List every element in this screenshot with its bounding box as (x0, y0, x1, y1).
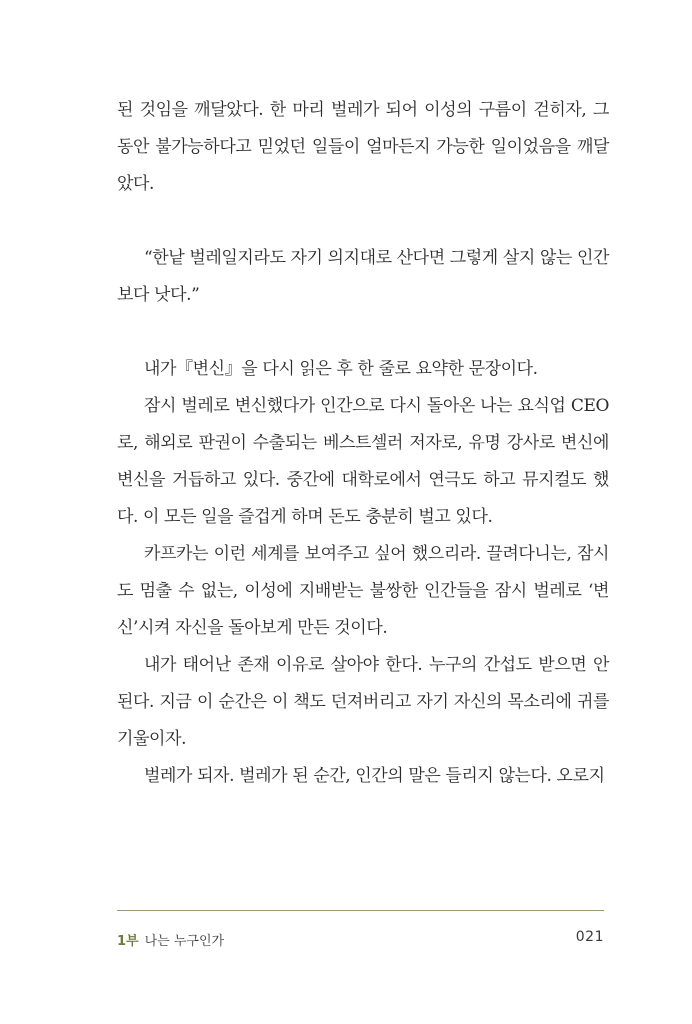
paragraph-6: 내가 태어난 존재 이유로 살아야 한다. 누구의 간섭도 받으면 안된다. 지금 이 순간은 이 책도 던져버리고 자기 자신의 목소리에 귀를 기울이자. (117, 655, 609, 749)
paragraph-3: 내가『변신』을 다시 읽은 후 한 줄로 요약한 문장이다. (144, 359, 538, 379)
chapter-title: 나는 누구인가 (144, 934, 225, 949)
running-footer (117, 930, 224, 949)
quote-paragraph: “한낱 벌레일지라도 자기 의지대로 산다면 그렇게 살지 않는 인간보다 낫다.” (117, 248, 609, 305)
page-number: 021 (575, 929, 604, 945)
paragraph-5: 카프카는 이런 세계를 보여주고 싶어 했으리라. 끌려다니는, 잠시도 멈출 수 없는, 이성에 지배받는 불쌍한 인간들을 잠시 벌레로 ‘변신’시켜 자신을 돌아보게 만든 것이다. (117, 544, 609, 638)
paragraph-1: 된 것임을 깨달았다. 한 마리 벌레가 되어 이성의 구름이 걷히자, 그 동안 불가능하다고 믿었던 일들이 얼마든지 가능한 일이었음을 깨달았다. (117, 100, 609, 194)
body-text (117, 92, 609, 795)
paragraph-7: 벌레가 되자. 벌레가 된 순간, 인간의 말은 들리지 않는다. 오로지 (144, 766, 605, 786)
paragraph-gap (117, 314, 609, 351)
paragraph-4: 잠시 벌레로 변신했다가 인간으로 다시 돌아온 나는 요식업 CEO로, 해외로 판권이 수출되는 베스트셀러 저자로, 유명 강사로 변신에 변신을 거듭하고 있다. 중간에 대학로에서 연극도 하고 뮤지컬도 했다. 이 모든 일을 즐겁게 하며 돈도 충분히 벌고 있다. (117, 396, 609, 527)
paragraph-gap (117, 203, 609, 240)
footer-rule (117, 910, 604, 911)
part-label: 1부 (117, 934, 139, 949)
